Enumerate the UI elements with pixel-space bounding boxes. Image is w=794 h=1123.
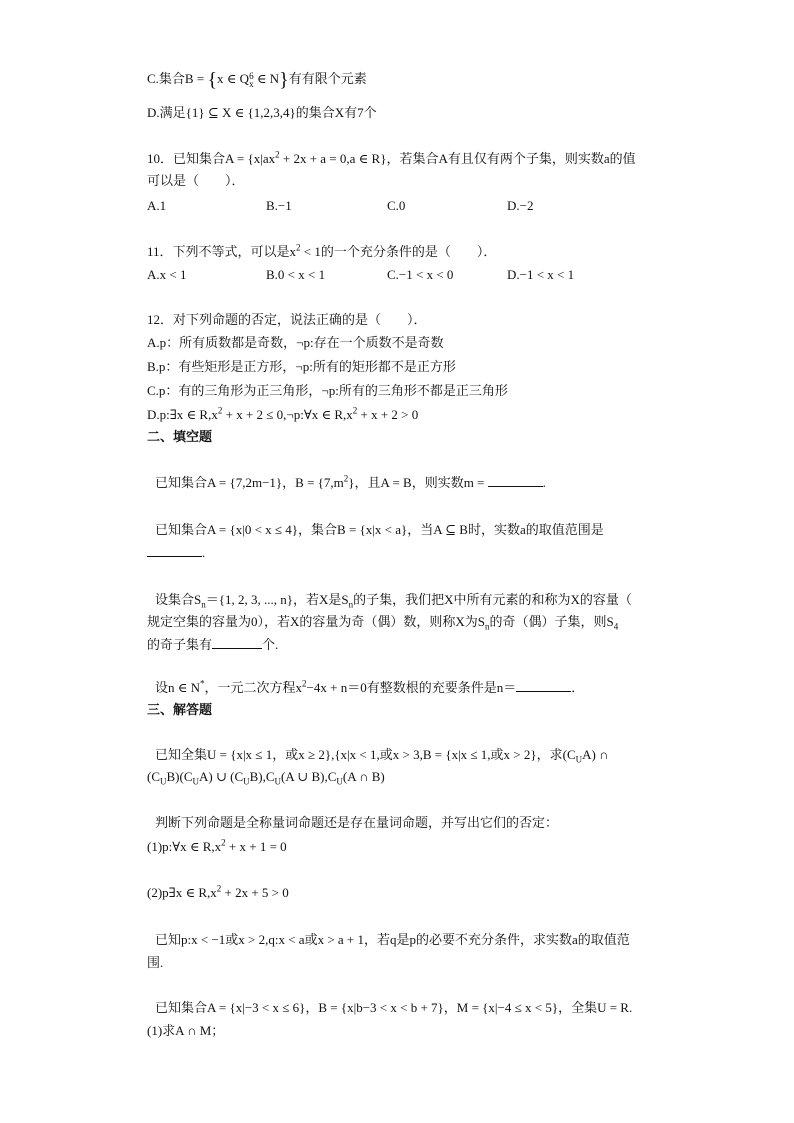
solve-question-1-line1: 已知全集U = {x|x ≤ 1，或x ≥ 2},{x|x < 1,或x > 3,B = {x|x ≤ 1,或x > 2}，求$(C_UA)$ ∩ <box>155 747 609 765</box>
solve-question-2-stem: 判断下列命题是全称量词命题还是存在量词命题，并写出它们的否定： <box>155 815 559 830</box>
solve-question-4-line1: 已知集合A = {x|−3 < x ≤ 6}，B = {x|b−3 < x < b + 7}，M = {x|−4 ≤ x < 5}，全集U = R. <box>155 1000 633 1015</box>
q10-option-a: A.1 <box>147 198 167 213</box>
q10-option-c: C.0 <box>387 198 406 213</box>
brace-left: { <box>207 69 218 91</box>
q11-stem: 11．下列不等式，可以是$x^2 < 1$的一个充分条件的是（ ）． <box>147 242 497 259</box>
solve-question-4-line2: (1)求A ∩ M； <box>147 1023 225 1038</box>
fill-question-3-line2: 规定空集的容量为0），若X的容量为奇（偶）数，则称X为$S_n$的奇（偶）子集，则$S_4$ <box>147 614 619 632</box>
answer-blank <box>212 636 262 649</box>
fraction-6-over-x: 6 x <box>249 71 254 90</box>
q11-option-b: B.0 < x < 1 <box>266 267 326 282</box>
fill-question-3-line1: 设集合$S_n=\{1$, 2, 3, ..., n}，若X是$S_n$的子集，我们把X中所有元素的和称为X的容量（ <box>155 592 632 610</box>
q10-stem-line1: 10．已知集合$A = \{x|ax^2 + 2x + a = 0,a$ ∈ R}，若集合A有且仅有两个子集，则实数a的值 <box>147 149 636 166</box>
choice-c-line <box>147 70 367 89</box>
q10-stem-line2: 可以是（ ）． <box>147 173 245 188</box>
choice-c-prefix: C.集合B = <box>147 71 208 86</box>
answer-blank <box>516 679 571 692</box>
choice-d-line: D.满足{1} ⊆ X ∈ {1,2,3,4}的集合X有7个 <box>147 105 377 120</box>
solve-question-3-line2: 围. <box>147 955 164 970</box>
section-fill-blank-heading: 二、填空题 <box>147 430 213 445</box>
fill-question-2-line2: . <box>147 544 205 562</box>
fill-question-2-line1: 已知集合A = {x|0 < x ≤ 4}，集合B = {x|x < a}，当A ⊆ B时，实数a的取值范围是 <box>155 522 604 537</box>
q10-option-b: B.−1 <box>266 198 292 213</box>
solve-question-1-line2: $(C_UB)(C_UA)$ ∪ $(C_UB),C_U(A$ ∪ $B),C_U(A$ ∩ B) <box>147 769 385 787</box>
q12-option-c: C.p：有的三角形为正三角形，¬p:所有的三角形不都是正三角形 <box>147 383 508 398</box>
choice-c-suffix: 有有限个元素 <box>288 71 367 86</box>
q12-option-d: D.p:∃x ∈ $R,x^2 + x + 2$ ≤ 0,¬p:∀x ∈ $R,x^2 + x + 2 > 0$ <box>147 405 419 422</box>
q11-option-a: A.x < 1 <box>147 267 187 282</box>
solve-question-2-part2: (2)p∃x ∈ $R,x^2 + 2x + 5 > 0$ <box>147 883 289 900</box>
q12-option-a: A.p：所有质数都是奇数，¬p:存在一个质数不是奇数 <box>147 335 444 350</box>
q11-option-c: C.−1 < x < 0 <box>387 267 454 282</box>
q11-option-d: D.−1 < x < 1 <box>507 267 575 282</box>
fill-question-4: 设n ∈ N*，一元二次方程$x^2-4x + n=0$有整数根的充要条件是n＝ ． <box>155 678 585 695</box>
q12-option-b: B.p：有些矩形是正方形，¬p:所有的矩形都不是正方形 <box>147 359 456 374</box>
brace-right: } <box>279 69 289 91</box>
choice-c-set-tail: ∈ N <box>253 71 280 86</box>
section-answer-heading: 三、解答题 <box>147 703 213 718</box>
q10-option-d: D.−2 <box>507 198 534 213</box>
fill-question-1: 已知集合A = {7,2m−1}，$B = \{7,m^2\}$，且A = B，则实数m = . <box>155 473 546 490</box>
solve-question-2-part1: (1)p:∀x ∈ $R,x^2 + x + 1 = 0$ <box>147 837 287 854</box>
choice-c-set: x ∈ Q <box>217 71 250 86</box>
q12-stem: 12．对下列命题的否定，说法正确的是（ ）． <box>147 312 427 327</box>
fill-question-3-line3: 的奇子集有 个. <box>147 637 279 652</box>
solve-question-3-line1: 已知p:x < −1或x > 2,q:x < a或x > a + 1，若q是p的必要不充分条件，求实数a的取值范 <box>155 932 630 947</box>
answer-blank <box>147 544 202 557</box>
answer-blank <box>488 474 543 487</box>
